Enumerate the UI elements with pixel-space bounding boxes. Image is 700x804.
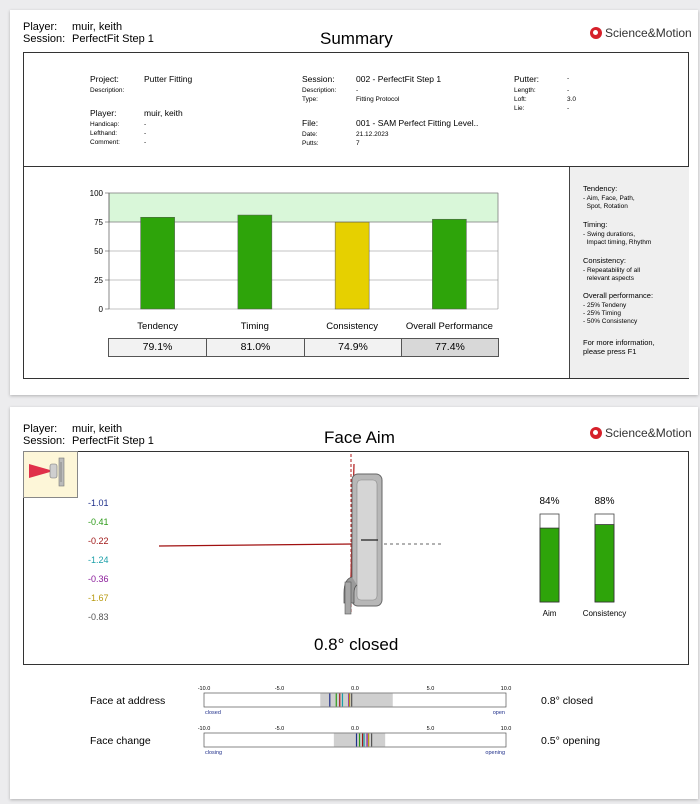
player-value: muir, keith [72,21,123,33]
scale-right-text: opening [485,750,505,756]
aim-consistency-bars [520,492,640,622]
y-tick-label: 50 [94,247,103,256]
putts-value: 7 [356,140,360,147]
info-panel [23,52,689,167]
file-value: 001 - SAM Perfect Fitting Level.. [356,118,479,128]
scale-tick-label: 5.0 [426,686,435,692]
science-motion-logo-icon [590,27,602,39]
bar-axis-label: Consistency [582,609,627,618]
aim-line [159,544,354,546]
project-value: Putter Fitting [144,74,193,84]
scale-right-text: open [492,710,505,716]
date-value: 21.12.2023 [356,131,389,138]
lefthand-value: - [144,130,147,137]
category-label: Overall Performance [405,321,493,332]
session-label: Session: [23,33,66,45]
scale-result: 0.5° opening [541,735,601,747]
putt-value-2: -0.41 [88,517,109,527]
session-description-label: Description: [302,87,337,94]
summary-chart-panel [23,166,689,379]
player-value: muir, keith [72,423,123,435]
scale-face-change [90,726,600,756]
y-tick-label: 75 [94,218,103,227]
category-label: Timing [240,321,269,332]
score-table [108,338,499,357]
tendency-text: - Aim, Face, Path, Spot, Rotation [583,195,635,210]
scale-tick-label: 5.0 [426,726,435,732]
putter-face-view [154,452,454,628]
scale-range [320,694,392,707]
scale-left-text: closing [205,750,223,756]
bar-axis-label: Aim [542,609,557,618]
face-aim-panel [23,451,689,665]
scale-tick-label: -10.0 [197,726,211,732]
handicap-value: - [144,121,147,128]
face-aim-result: 0.8° closed [314,635,399,654]
putt-value-6: -1.67 [88,593,109,603]
putter-value: - [567,75,570,82]
logo [590,26,692,40]
length-value: - [567,87,570,94]
bar-percent-label: 84% [539,496,560,507]
putter-aim-icon [24,452,77,497]
player-label: Player: [23,21,58,33]
scale-tick-label: 10.0 [500,726,512,732]
y-tick-label: 100 [89,189,103,198]
scale-tick-label: 10.0 [500,686,512,692]
lie-label: Lie: [514,105,525,112]
putt-value-3: -0.22 [88,536,109,546]
info-session-label: Session: [302,74,335,84]
comment-value: - [144,139,147,146]
info-player-label: Player: [90,108,117,118]
scale-tick-label: 0.0 [351,686,359,692]
bar-aim [540,528,559,602]
category-label: Consistency [326,321,378,332]
session-value: PerfectFit Step 1 [72,435,154,447]
face-aim-page [10,407,698,799]
score-legend-sidebar [569,167,689,378]
handicap-label: Handicap: [90,121,120,128]
scale-left-text: closed [205,710,221,716]
bar-percent-label: 88% [594,496,615,507]
consistency-title: Consistency: [583,256,626,265]
face-scales [10,681,698,791]
info-player-value: muir, keith [144,108,183,118]
score-timing: 81.0% [207,339,305,356]
logo-text: Science&Motion [605,26,692,40]
lie-value: - [567,105,570,112]
description-label: Description: [90,87,125,94]
scale-tick-label: -5.0 [274,726,285,732]
scale-tick-label: 0.0 [351,726,359,732]
bar-timing [238,215,272,309]
type-value: Fitting Protocol [356,96,400,103]
putt-value-5: -0.36 [88,574,109,584]
overall-text: - 25% Tendeny - 25% Timing - 50% Consistency [583,302,638,325]
type-label: Type: [302,96,318,103]
player-label: Player: [23,423,58,435]
science-motion-logo-icon [590,427,602,439]
bar-consistency [335,222,369,309]
length-label: Length: [514,87,536,94]
scale-tick-label: -5.0 [274,686,285,692]
putt-value-1: -1.01 [88,498,109,508]
putter-label: Putter: [514,74,540,84]
putts-label: Putts: [302,140,319,147]
putt-value-4: -1.24 [88,555,109,565]
scale-label: Face change [90,735,151,747]
comment-label: Comment: [90,139,120,146]
lefthand-label: Lefthand: [90,130,118,137]
summary-page [10,10,698,395]
timing-text: - Swing durations, Impact timing, Rhythm [583,231,652,246]
scale-label: Face at address [90,695,166,707]
scale-face-at-address [90,686,593,716]
more-info-text: For more information, please press F1 [583,338,655,356]
y-tick-label: 0 [98,305,103,314]
bar-overall-performance [432,219,466,309]
y-tick-label: 25 [94,276,103,285]
overall-title: Overall performance: [583,291,654,300]
category-label: Tendency [137,321,178,332]
date-label: Date: [302,131,318,138]
score-overall: 77.4% [402,339,498,356]
face-aim-thumbnail[interactable] [23,451,78,498]
scale-tick-label: -10.0 [197,686,211,692]
tendency-title: Tendency: [583,184,618,193]
loft-label: Loft: [514,96,527,103]
scale-result: 0.8° closed [541,695,594,707]
file-label: File: [302,118,319,128]
logo [590,426,692,440]
session-label: Session: [23,435,66,447]
page-title: Summary [320,29,393,48]
bar-tendency [141,217,175,309]
logo-text: Science&Motion [605,426,692,440]
session-value: PerfectFit Step 1 [72,33,154,45]
page-title: Face Aim [324,428,395,447]
timing-title: Timing: [583,220,608,229]
session-description-value: - [356,87,359,94]
project-label: Project: [90,74,119,84]
score-consistency: 74.9% [305,339,402,356]
loft-value: 3.0 [567,96,577,103]
score-tendency: 79.1% [109,339,207,356]
putt-value-7: -0.83 [88,612,109,622]
consistency-text: - Repeatability of all relevant aspects [583,267,641,282]
bar-consistency [595,525,614,602]
info-session-value: 002 - PerfectFit Step 1 [356,74,442,84]
